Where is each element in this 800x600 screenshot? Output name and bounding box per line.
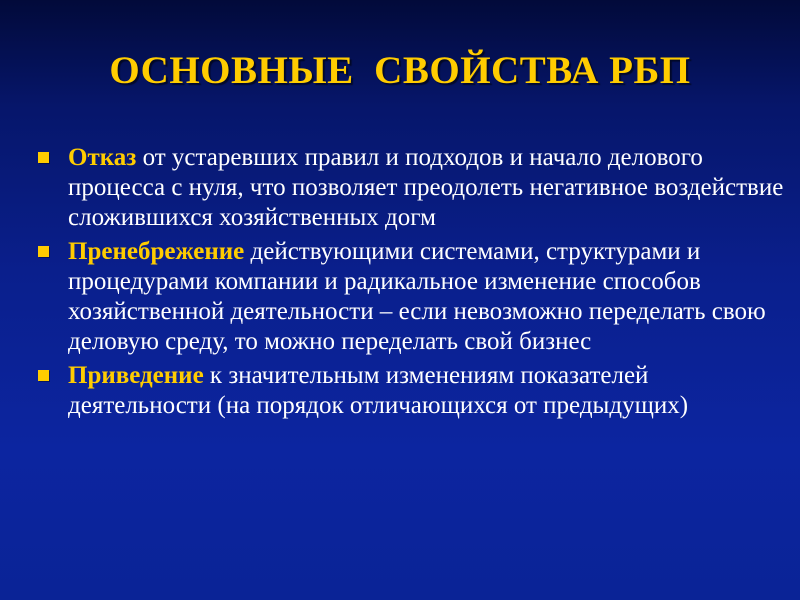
bullet-text: к значительным изменениям показателей деятельности (на порядок отличающихся от предыдущих) [68,362,689,419]
bullet-text: действующими системами, структурами и процедурами компании и радикальное изменение способов хозяйственной деятельности – если невозможно переделать свою деловую среду, то можно переделать свой бизнес [68,238,766,355]
bullet-text: от устаревших правил и подходов и начало делового процесса с нуля, что позволяет преодолеть негативное воздействие сложившихся хозяйственных догм [68,144,784,231]
bullet-item [36,143,786,233]
square-bullet-icon [38,152,49,163]
bullet-term: Отказ [68,144,137,171]
bullet-item [36,237,786,357]
bullet-list [36,143,786,425]
square-bullet-icon [38,246,49,257]
slide-title: ОСНОВНЫЕ СВОЙСТВА РБП [109,49,691,92]
square-bullet-icon [38,370,49,381]
bullet-term: Приведение [68,362,204,389]
bullet-term: Пренебрежение [68,238,245,265]
bullet-item [36,361,786,421]
